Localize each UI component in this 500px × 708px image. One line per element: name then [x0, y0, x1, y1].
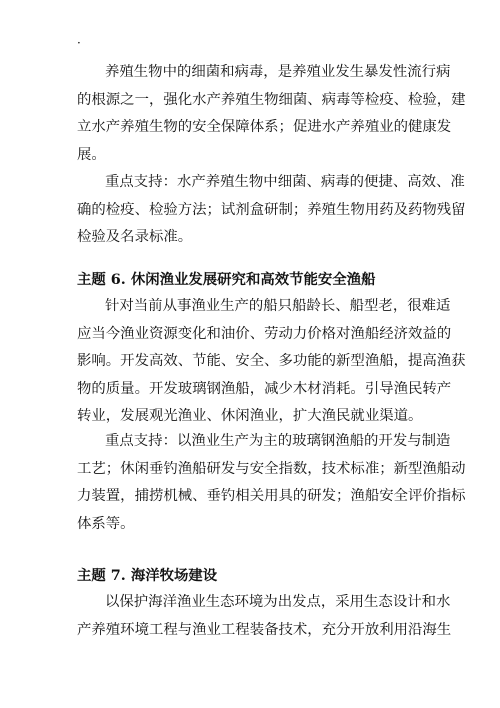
paragraph-key-support-pathogen [77, 169, 466, 252]
text-line: 应当今渔业资源变化和油价、劳动力价格对渔船经济效益的 [77, 325, 452, 342]
section-heading-topic-7: 主题 7. 海洋牧场建设 [77, 567, 218, 584]
text-line: 重点支持：以渔业生产为主的玻璃钢渔船的开发与制造 [105, 433, 451, 449]
text-line: 工艺；休闲垂钓渔船研发与安全指数，技术标准；新型渔船动 [77, 460, 466, 477]
paragraph-pathogen-intro [77, 59, 466, 169]
text-line: 物的质量。开发玻璃钢渔船，减少木材消耗。引导渔民转产 [77, 380, 452, 397]
text-line: 立水产养殖生物的安全保障体系；促进水产养殖业的健康发 [77, 119, 452, 136]
text-line: 以保护海洋渔业生态环境为出发点，采用生态设计和水 [105, 594, 451, 610]
text-line: 展。 [77, 146, 106, 163]
text-line: 的根源之一，强化水产养殖生物细菌、病毒等检疫、检验，建 [77, 91, 466, 108]
paragraph-marine-ranch [77, 589, 452, 644]
paragraph-fishing-vessels [77, 293, 466, 431]
page-top-mark: · [77, 36, 81, 50]
text-line: 影响。开发高效、节能、安全、多功能的新型渔船，提高渔获 [77, 353, 466, 370]
text-line: 转业，发展观光渔业、休闲渔业，扩大渔民就业渠道。 [77, 408, 423, 425]
text-line: 确的检疫、检验方法；试剂盒研制；养殖生物用药及药物残留 [77, 201, 466, 218]
text-line: 重点支持：水产养殖生物中细菌、病毒的便捷、高效、准 [105, 174, 465, 190]
text-line: 养殖生物中的细菌和病毒，是养殖业发生暴发性流行病 [105, 64, 451, 80]
paragraph-key-support-vessels [77, 428, 466, 538]
section-heading-topic-6: 主题 6. 休闲渔业发展研究和高效节能安全渔船 [77, 271, 376, 288]
text-line: 针对当前从事渔业生产的船只船龄长、船型老，很难适 [105, 298, 451, 314]
text-line: 体系等。 [77, 515, 135, 532]
text-line: 力装置，捕捞机械、垂钓相关用具的研发；渔船安全评价指标 [77, 488, 466, 505]
text-line: 产养殖环境工程与渔业工程装备技术，充分开放利用沿海生 [77, 621, 452, 638]
text-line: 检验及名录标准。 [77, 229, 193, 246]
